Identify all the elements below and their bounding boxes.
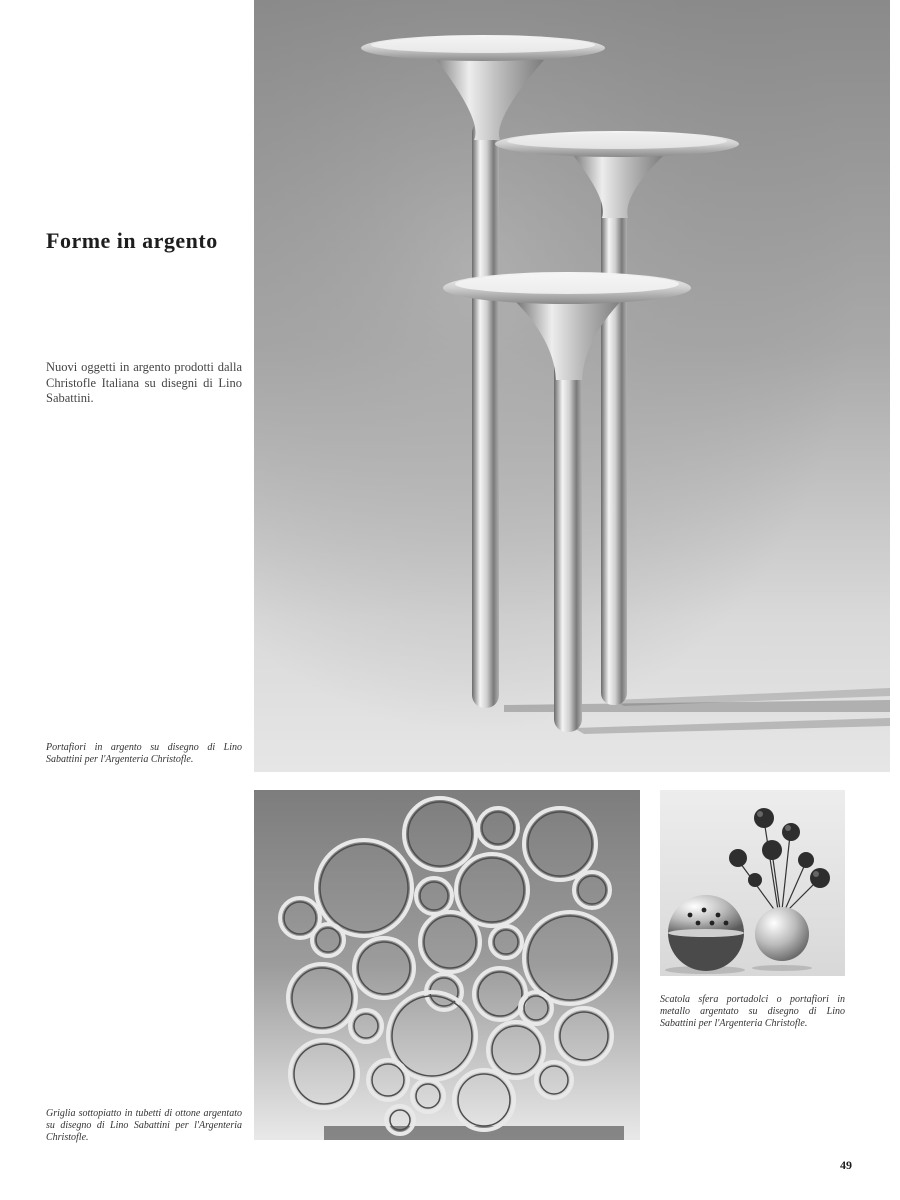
flower-stand-caption: Portafiori in argento su disegno di Lino Sabattini per l'Argenteria Christofle. [46, 742, 242, 765]
page-number: 49 [840, 1158, 852, 1172]
trivet-caption: Griglia sottopiatto in tubetti di ottone argentato su disegno di Lino Sabattini per l'Argenteria Christofle. [46, 1108, 242, 1143]
trivet-photo [254, 790, 640, 1140]
flower-stand-photo [254, 0, 890, 772]
page-title: Forme in argento [46, 228, 218, 253]
sphere-box-photo [660, 790, 845, 976]
intro-text: Nuovi oggetti in argento prodotti dalla Christofle Italiana su disegni di Lino Sabattini. [46, 360, 242, 405]
sphere-box-caption: Scatola sfera portadolci o portafiori in metallo argentato su disegno di Lino Sabattini per l'Argenteria Christofle. [660, 994, 845, 1029]
